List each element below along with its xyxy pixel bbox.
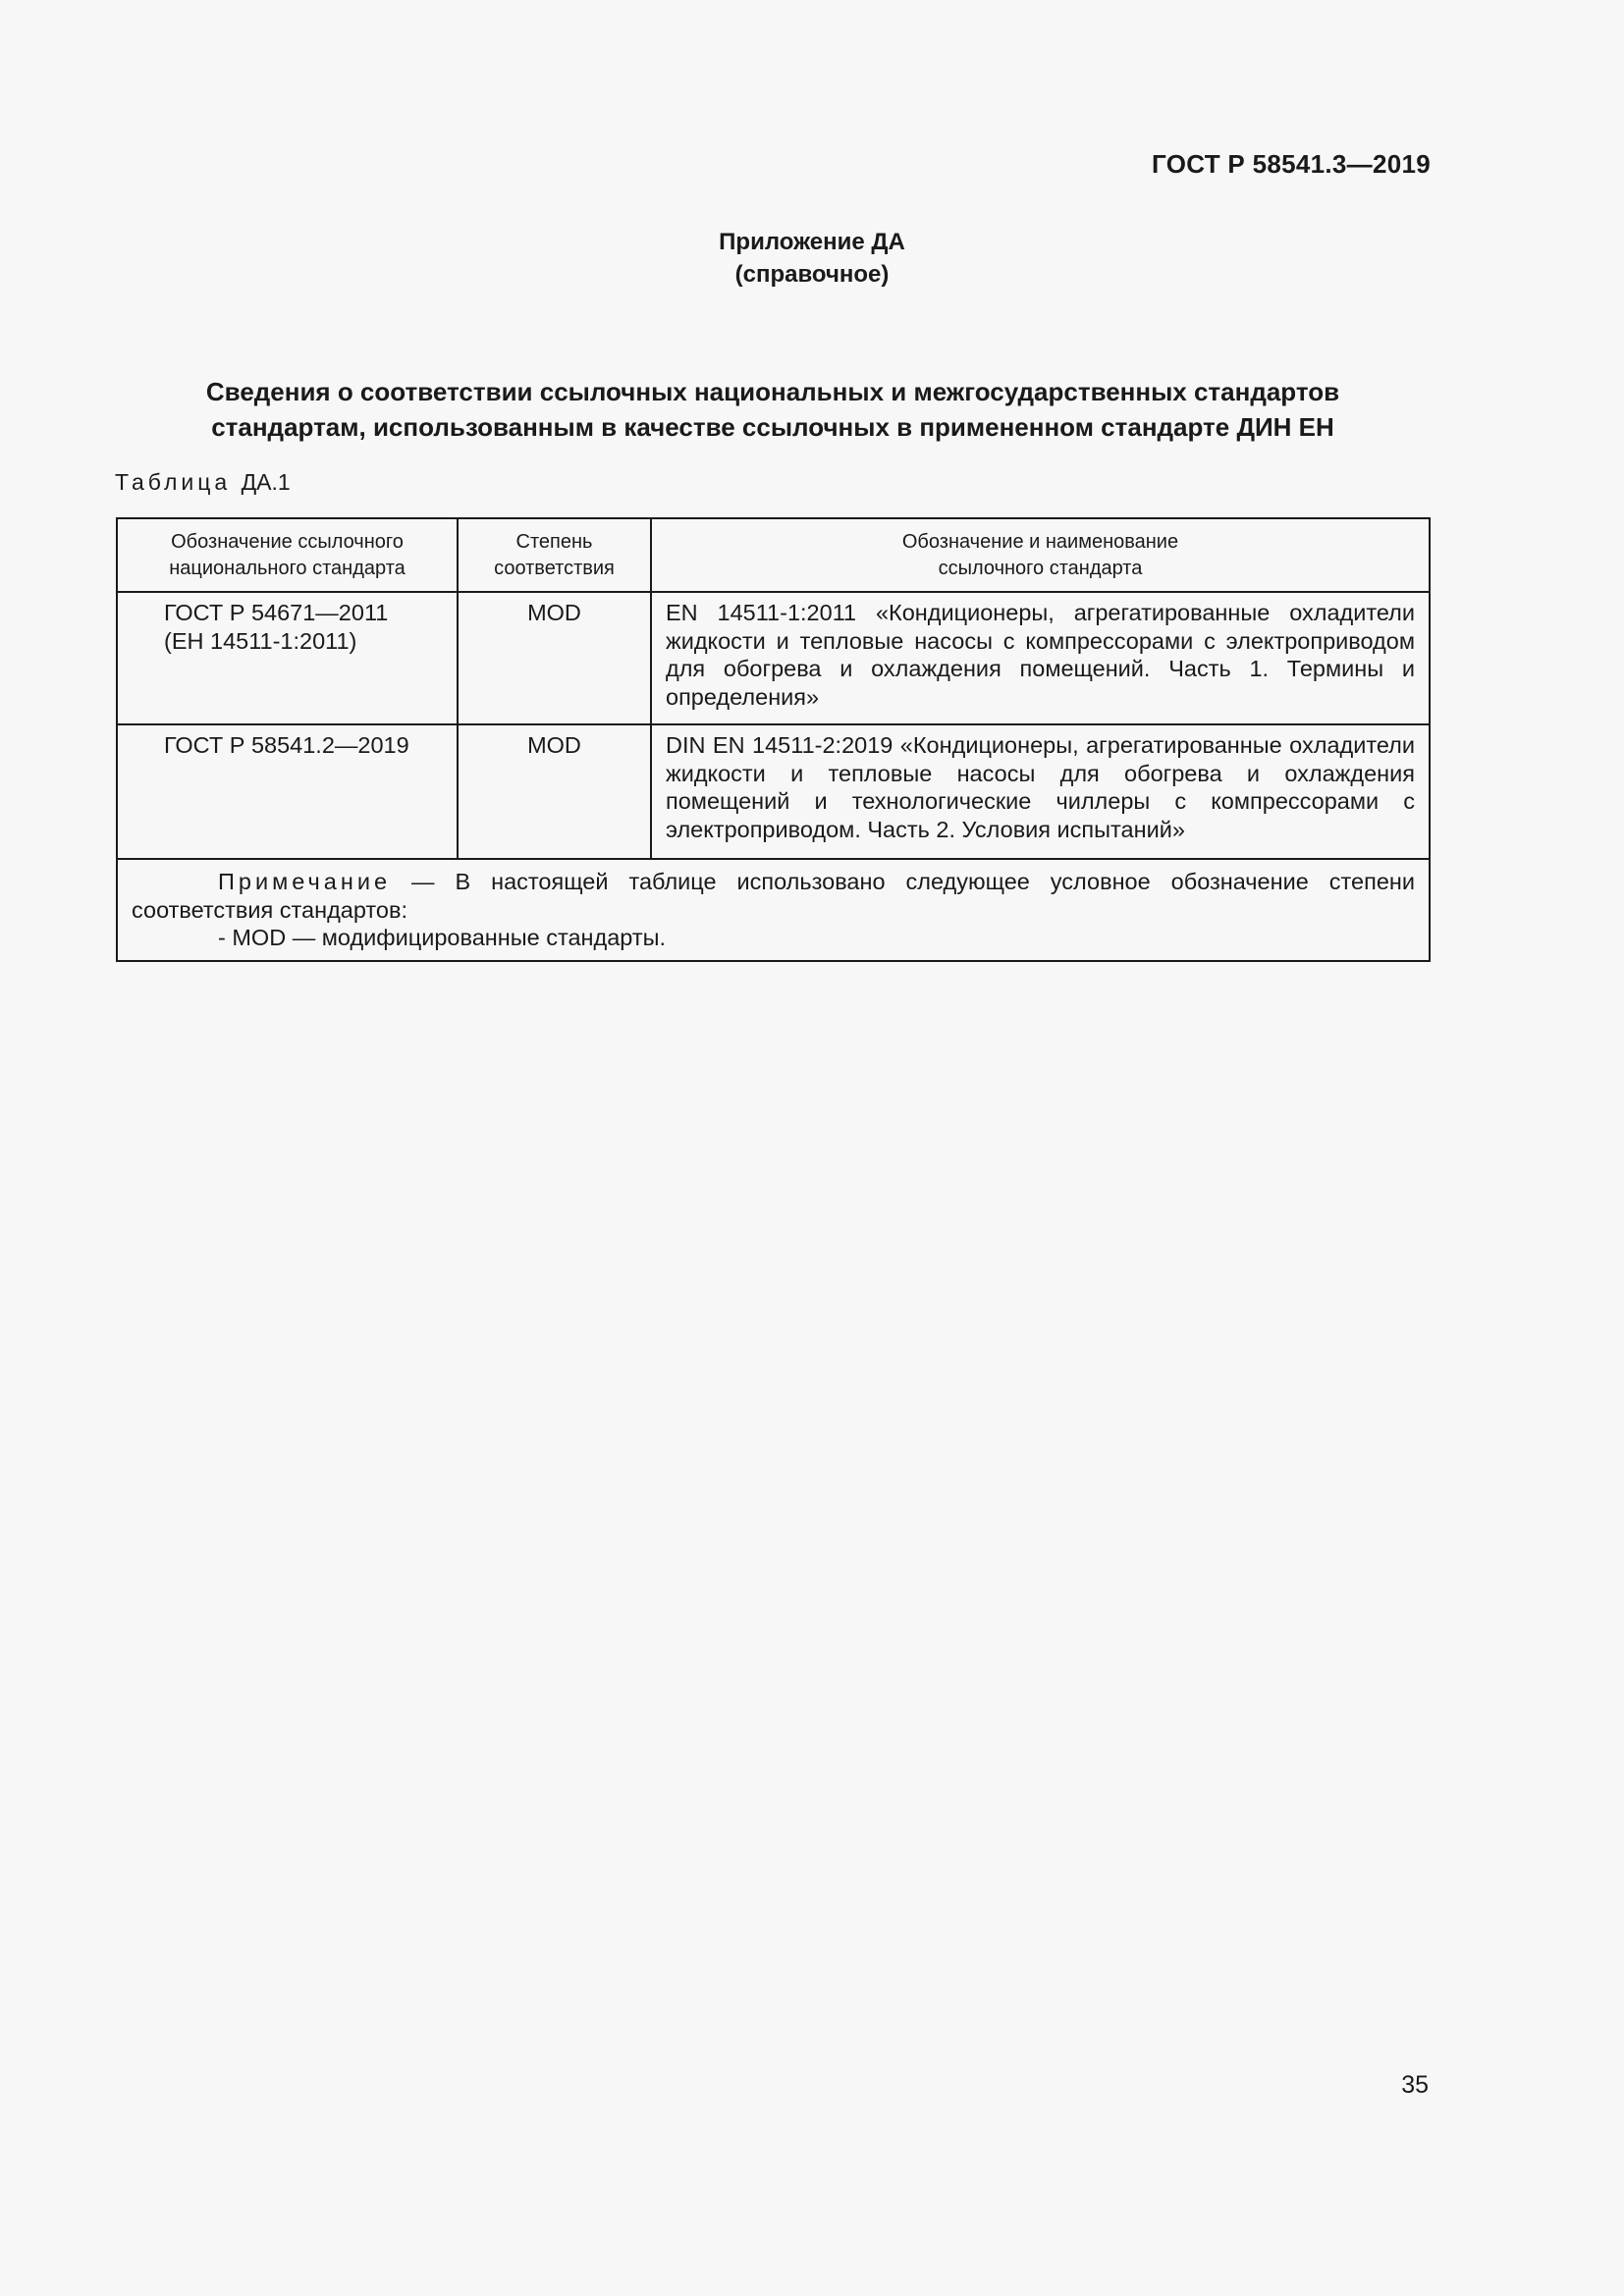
national-standard-cell: ГОСТ Р 54671—2011 (ЕН 14511-1:2011) [117, 592, 458, 724]
degree-cell: MOD [458, 724, 651, 859]
appendix-title: Приложение ДА [719, 229, 905, 255]
column-header-degree: Степень соответствия [458, 518, 651, 592]
document-code: ГОСТ Р 58541.3—2019 [1152, 149, 1431, 179]
appendix-title-block [0, 226, 1624, 291]
column-header-national-standard: Обозначение ссылочного национального стандарта [117, 518, 458, 592]
appendix-subtitle: (справочное) [734, 261, 890, 288]
reference-standard-cell: EN 14511-1:2011 «Кондиционеры, агрегатированные охладители жидкости и тепловые насосы с компрессорами с электроприводом для обогрева и охлаждения помещений. Часть 1. Термины и определения» [651, 592, 1430, 724]
national-standard-cell: ГОСТ Р 58541.2—2019 [117, 724, 458, 859]
table-row [117, 724, 1430, 859]
table-header-row [117, 518, 1430, 592]
table-row [117, 592, 1430, 724]
reference-standard-cell: DIN EN 14511-2:2019 «Кондиционеры, агрегатированные охладители жидкости и тепловые насосы для обогрева и охлаждения помещений и технологические чиллеры с компрессорами с электроприводом. Часть 2. Условия испытаний» [651, 724, 1430, 859]
correspondence-table [116, 517, 1431, 962]
section-heading-line-1: Сведения о соответствии ссылочных национальных и межгосударственных стандартов [205, 377, 1340, 406]
section-heading-line-2: стандартам, использованным в качестве ссылочных в примененном стандарте ДИН ЕН [211, 412, 1334, 442]
table-note [117, 859, 1430, 961]
note-body: — В настоящей таблице использовано следующее условное обозначение степени соответствия стандартов: [132, 869, 1415, 923]
note-item: - MOD — модифицированные стандарты. [218, 925, 667, 950]
degree-cell: MOD [458, 592, 651, 724]
table-label-word: Таблица [115, 469, 232, 495]
note-text [132, 868, 1415, 924]
table-note-row [117, 859, 1430, 961]
table-label-number: ДА.1 [241, 469, 291, 495]
table-label [115, 469, 291, 496]
note-label: Примечание [218, 869, 392, 894]
column-header-reference-standard: Обозначение и наименование ссылочного стандарта [651, 518, 1430, 592]
page-number: 35 [1401, 2071, 1429, 2099]
section-heading [116, 374, 1430, 445]
